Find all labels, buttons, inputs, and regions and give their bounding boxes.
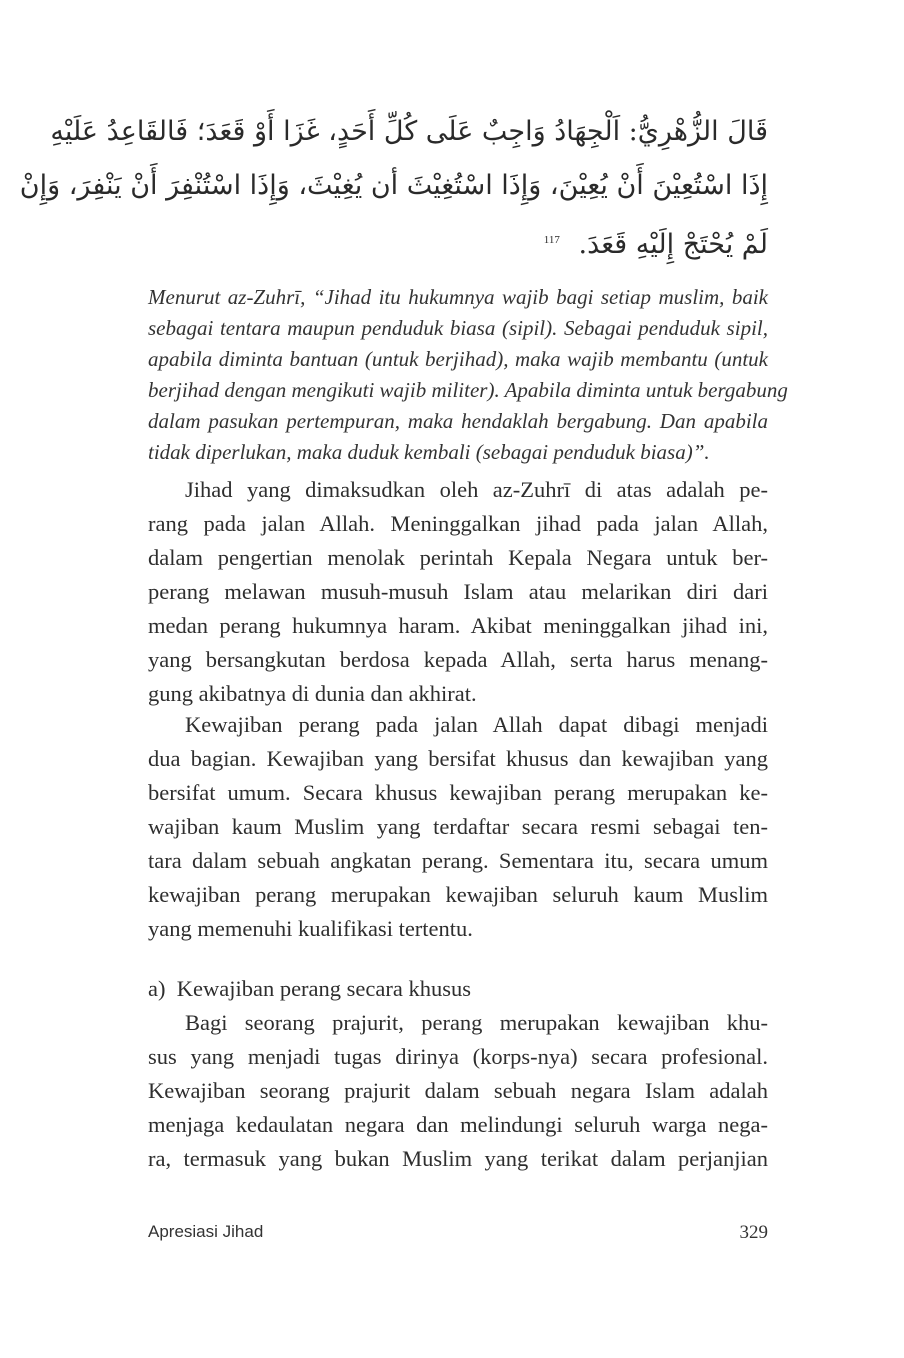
text-line: Jihad yang dimaksudkan oleh az-Zuhrī di atas adalah pe-	[185, 477, 768, 502]
text-line: sus yang menjadi tugas dirinya (korps-nya) secara profesional.	[148, 1044, 768, 1069]
page-number: 329	[739, 1222, 768, 1243]
section-heading-text: a) Kewajiban perang secara khusus	[148, 976, 471, 1001]
arabic-line	[148, 213, 768, 272]
translation	[148, 282, 788, 468]
text-line: medan perang hukumnya haram. Akibat meninggalkan jihad ini,	[148, 613, 768, 638]
arabic-line: قَالَ الزُّهْرِيُّ: اَلْجِهَادُ وَاجِبٌ عَلَى كُلِّ أَحَدٍ، غَزَا أَوْ قَعَدَ؛ فَالقَاعِدُ عَلَيْهِ	[50, 116, 768, 147]
arabic-quote	[19, 105, 768, 272]
running-title: Apresiasi Jihad	[148, 1222, 264, 1241]
text-line: ra, termasuk yang bukan Muslim yang terikat dalam perjanjian	[148, 1146, 768, 1171]
arabic-line-text: لَمْ يُحْتَجْ إِلَيْهِ قَعَدَ.	[578, 229, 768, 260]
text-line: Kewajiban perang pada jalan Allah dapat dibagi menjadi	[185, 712, 768, 737]
text-line: wajiban kaum Muslim yang terdaftar secara resmi sebagai ten-	[148, 814, 768, 839]
translation-line: apabila diminta bantuan (untuk berjihad), maka wajib membantu (untuk	[148, 347, 768, 371]
text-line: dua bagian. Kewajiban yang bersifat khusus dan kewajiban yang	[148, 746, 768, 771]
arabic-line: إِذَا اسْتُعِيْنَ أَنْ يُعِيْنَ، وَإِذَا اسْتُغِيْثَ أن يُغِيْثَ، وَإِذَا اسْتُنْفِرَ أَنْ يَنْفِرَ، وَإِنْ	[19, 170, 768, 201]
text-line: menjaga kedaulatan negara dan melindungi seluruh warga nega-	[148, 1112, 768, 1137]
text-line: bersifat umum. Secara khusus kewajiban perang merupakan ke-	[148, 780, 768, 805]
paragraph	[148, 473, 768, 711]
translation-line: berjihad dengan mengikuti wajib militer). Apabila diminta untuk bergabung	[148, 378, 788, 402]
translation-line: Menurut az-Zuhrī, “Jihad itu hukumnya wajib bagi setiap muslim, baik	[148, 285, 768, 309]
text-line: kewajiban perang merupakan kewajiban seluruh kaum Muslim	[148, 882, 768, 907]
text-line: gung akibatnya di dunia dan akhirat.	[148, 681, 477, 706]
text-line: Bagi seorang prajurit, perang merupakan kewajiban khu-	[185, 1010, 768, 1035]
paragraph	[148, 1006, 768, 1176]
translation-line: dalam pasukan pertempuran, maka hendaklah bergabung. Dan apabila	[148, 409, 768, 433]
paragraph	[148, 708, 768, 946]
section-heading	[148, 972, 768, 1006]
page-footer	[148, 1222, 768, 1242]
text-line: yang memenuhi kualifikasi tertentu.	[148, 916, 473, 941]
text-line: rang pada jalan Allah. Meninggalkan jihad pada jalan Allah,	[148, 511, 768, 536]
text-line: dalam pengertian menolak perintah Kepala Negara untuk ber-	[148, 545, 768, 570]
text-line: perang melawan musuh-musuh Islam atau melarikan diri dari	[148, 579, 768, 604]
text-line: yang bersangkutan berdosa kepada Allah, serta harus menang-	[148, 647, 768, 672]
translation-line: sebagai tentara maupun penduduk biasa (sipil). Sebagai penduduk sipil,	[148, 316, 768, 340]
footnote-ref: 117	[543, 234, 560, 246]
text-line: tara dalam sebuah angkatan perang. Sementara itu, secara umum	[148, 848, 768, 873]
translation-line: tidak diperlukan, maka duduk kembali (sebagai penduduk biasa)”.	[148, 440, 710, 464]
text-line: Kewajiban seorang prajurit dalam sebuah negara Islam adalah	[148, 1078, 768, 1103]
